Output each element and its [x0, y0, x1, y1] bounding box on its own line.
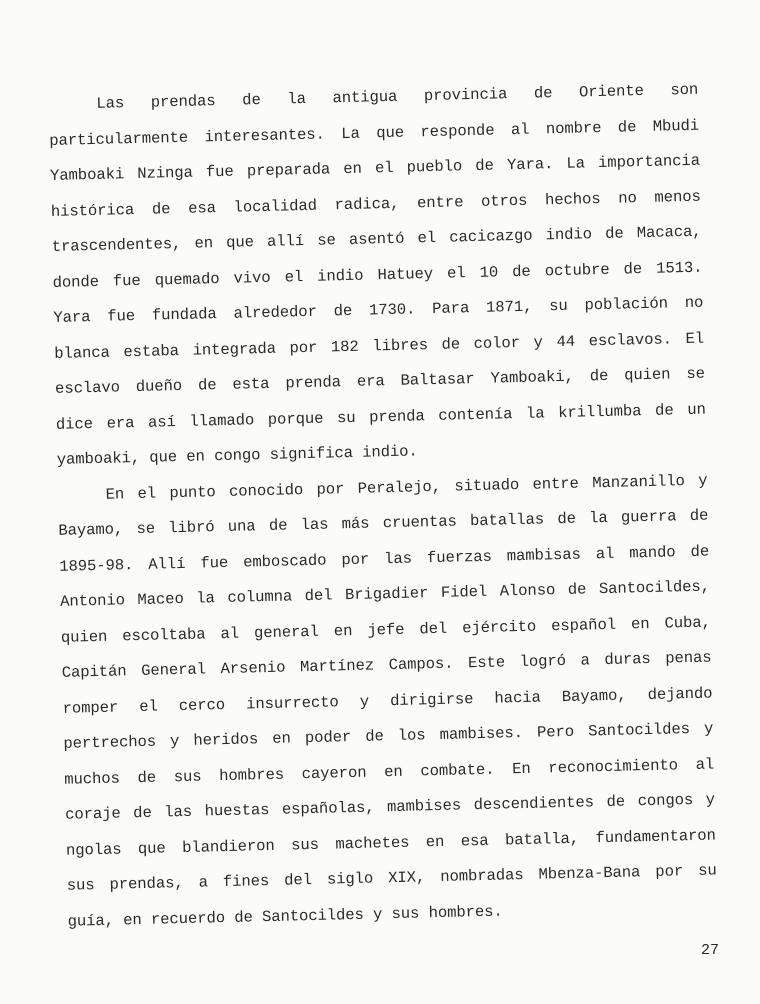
text-line: Antonio Maceo la columna del Brigadier Fidel Alonso de Santocildes, — [59, 577, 711, 611]
text-line: particularmente interesantes. La que responde al nombre de Mbudi — [49, 116, 700, 150]
text-line: Yara fue fundada alrededor de 1730. Para 1871, su población no — [53, 293, 704, 327]
text-line: Las prendas de la antigua provincia de Oriente son — [96, 80, 699, 113]
text-line: ngolas que blandieron sus machetes en esa batalla, fundamentaron — [65, 825, 716, 860]
text-line: 1895-98. Allí fue emboscado por las fuerzas mambisas al mando de — [59, 542, 710, 576]
body-text — [48, 73, 718, 940]
paragraph-1 — [48, 73, 707, 479]
text-line: esclavo dueño de esta prenda era Baltasar Yamboaki, de quien se — [54, 364, 706, 398]
text-line: sus prendas, a fines del siglo XIX, nombradas Mbenza-Bana por su — [66, 861, 717, 895]
text-line: guía, en recuerdo de Santocildes y sus hombres. — [67, 902, 503, 931]
text-line: quien escoltaba al general en jefe del ejército español en Cuba, — [60, 613, 711, 647]
text-line: donde fue quemado vivo el indio Hatuey el 10 de octubre de 1513. — [52, 258, 703, 292]
text-line: coraje de las huestas españolas, mambises descendientes de congos y — [64, 790, 716, 824]
text-line: dice era así llamado porque su prenda contenía la krillumba de un — [55, 400, 706, 434]
page-number: 27 — [701, 942, 720, 959]
text-line: blanca estaba integrada por 182 libres de color y 44 esclavos. El — [54, 329, 705, 363]
text-line: Yamboaki Nzinga fue preparada en el pueblo de Yara. La importancia — [49, 151, 701, 185]
text-line: muchos de sus hombres cayeron en combate. En reconocimiento al — [64, 754, 715, 789]
text-line: En el punto conocido por Peralejo, situado entre Manzanillo y — [105, 471, 708, 504]
text-line: pertrechos y heridos en poder de los mambises. Pero Santocildes y — [63, 719, 714, 753]
text-line: yamboaki, que en congo significa indio. — [56, 442, 418, 469]
text-line: histórica de esa localidad radica, entre otros hechos no menos — [50, 187, 701, 221]
paragraph-2 — [57, 463, 718, 940]
text-line: Bayamo, se libró una de las más cruentas batallas de la guerra de — [58, 506, 709, 540]
text-line: Capitán General Arsenio Martínez Campos. Este logró a duras penas — [61, 648, 712, 682]
text-line: romper el cerco insurrecto y dirigirse hacia Bayamo, dejando — [62, 684, 713, 718]
text-line: trascendentes, en que allí se asentó el cacicazgo indio de Macaca, — [51, 222, 702, 256]
